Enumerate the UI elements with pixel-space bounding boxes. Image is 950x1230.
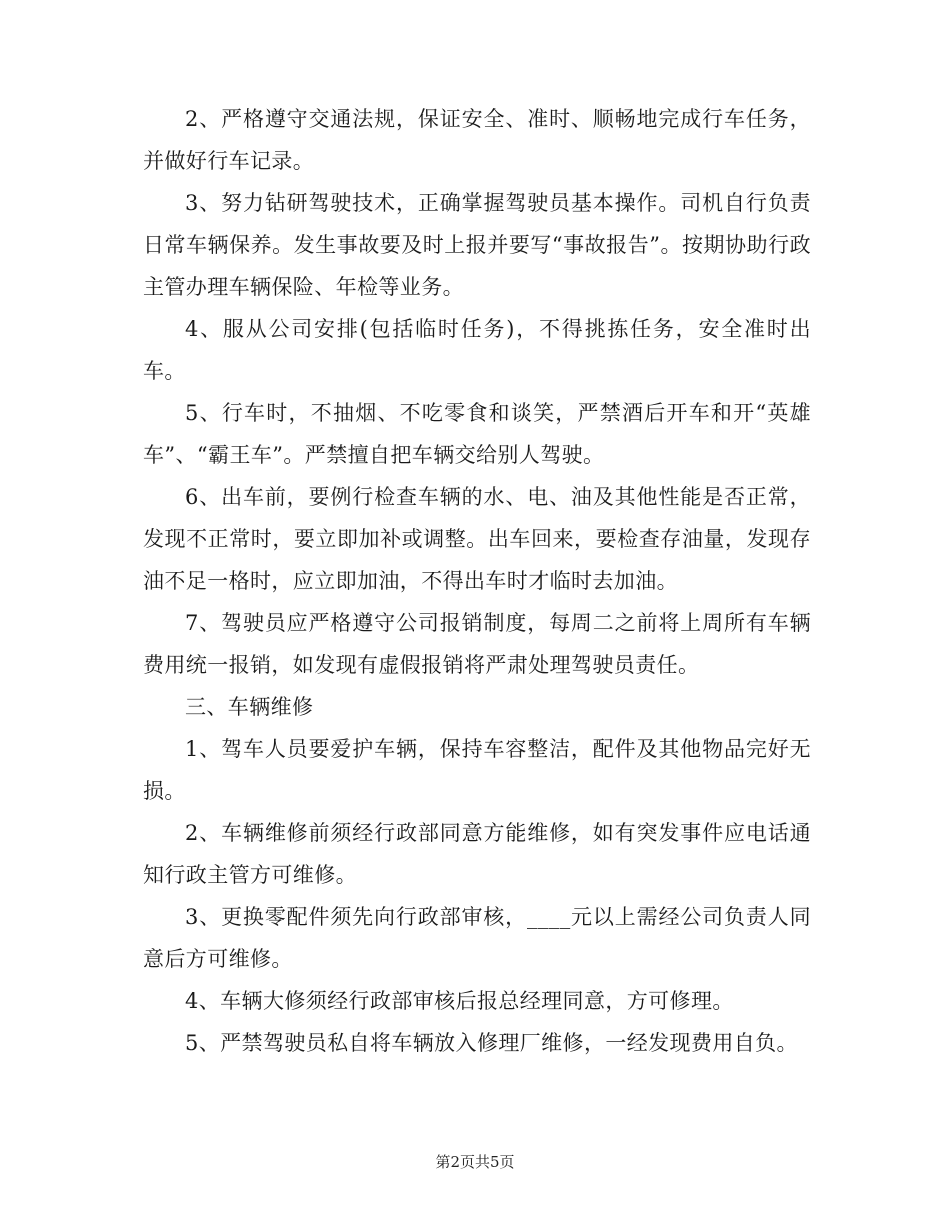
paragraph: 3、努力钻研驾驶技术，正确掌握驾驶员基本操作。司机自行负责日常车辆保养。发生事故要及时上报并要写“事故报告”。按期协助行政主管办理车辆保险、年检等业务。: [143, 191, 811, 299]
paragraph: 2、车辆维修前须经行政部同意方能维修，如有突发事件应电话通知行政主管方可维修。: [143, 821, 811, 887]
paragraph: 2、严格遵守交通法规，保证安全、准时、顺畅地完成行车任务，并做好行车记录。: [143, 107, 811, 173]
page-number: 第2页共5页: [435, 1153, 515, 1171]
paragraph: 5、严禁驾驶员私自将车辆放入修理厂维修，一经发现费用自负。: [185, 1031, 798, 1055]
paragraph: 3、更换零配件须先向行政部审核，____元以上需经公司负责人同意后方可维修。: [143, 905, 811, 971]
paragraph: 5、行车时，不抽烟、不吃零食和谈笑，严禁酒后开车和开“英雄车”、“霸王车”。严禁擅自把车辆交给别人驾驶。: [143, 401, 811, 467]
paragraph: 4、服从公司安排(包括临时任务)，不得挑拣任务，安全准时出车。: [143, 317, 811, 383]
paragraph: 1、驾车人员要爱护车辆，保持车容整洁，配件及其他物品完好无损。: [143, 737, 811, 803]
paragraph: 7、驾驶员应严格遵守公司报销制度，每周二之前将上周所有车辆费用统一报销，如发现有虚假报销将严肃处理驾驶员责任。: [143, 611, 811, 677]
paragraph: 6、出车前，要例行检查车辆的水、电、油及其他性能是否正常，发现不正常时，要立即加补或调整。出车回来，要检查存油量，发现存油不足一格时，应立即加油，不得出车时才临时去加油。: [143, 485, 811, 593]
document-body: [143, 98, 811, 1064]
section-heading: 三、车辆维修: [185, 695, 314, 719]
paragraph: 4、车辆大修须经行政部审核后报总经理同意，方可修理。: [185, 989, 734, 1013]
